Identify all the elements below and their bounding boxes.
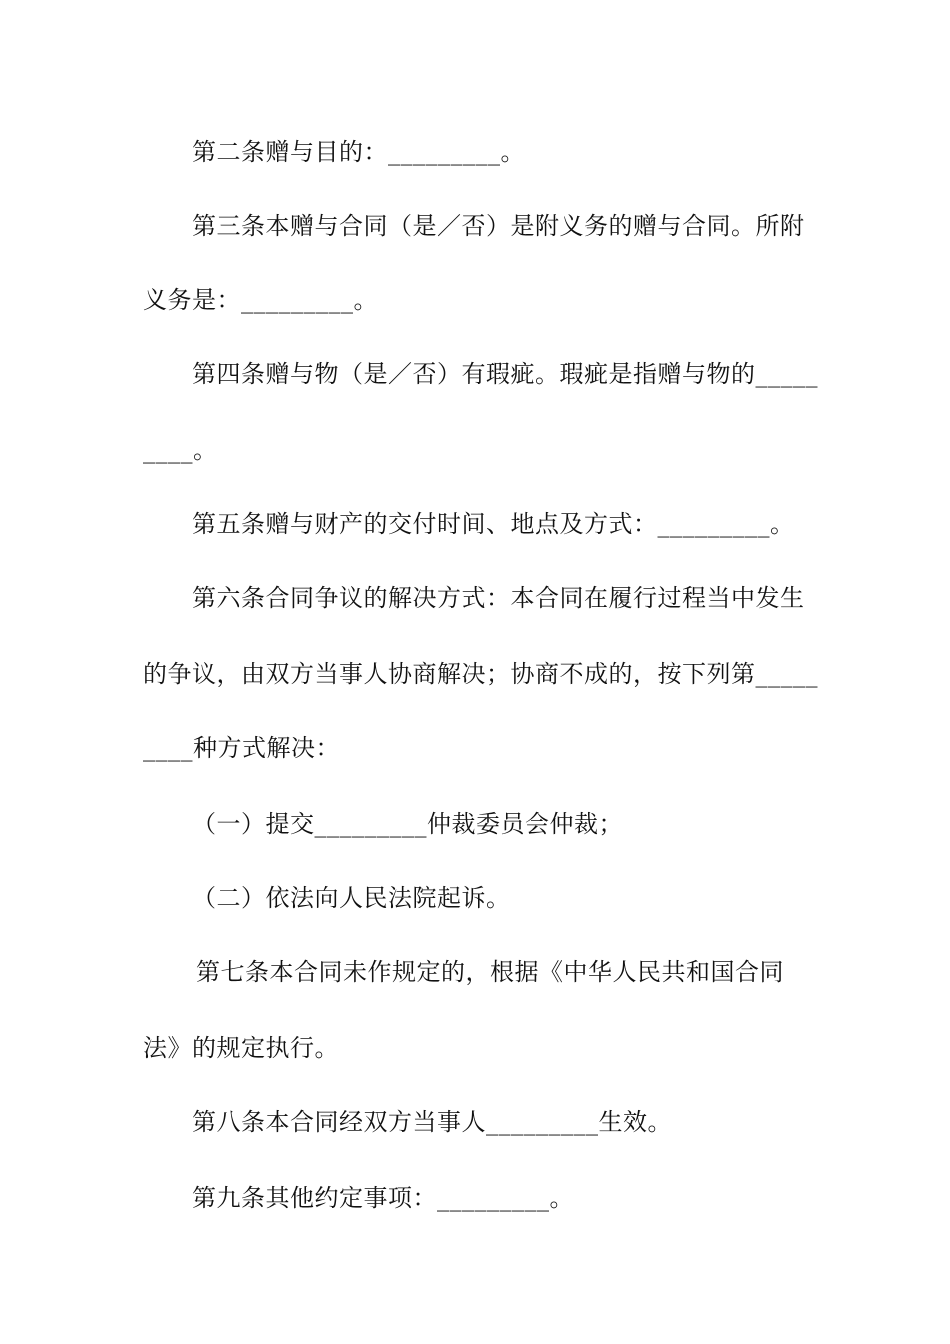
article-7-law-line-1: 第七条本合同未作规定的，根据《中华人民共和国合同 [196, 958, 784, 986]
article-5-delivery: 第五条赠与财产的交付时间、地点及方式：_________。 [192, 510, 795, 538]
article-4-defect-line-2: ____。 [143, 436, 218, 464]
article-7-law-line-2: 法》的规定执行。 [143, 1034, 339, 1062]
article-6-dispute-line-1: 第六条合同争议的解决方式：本合同在履行过程当中发生 [192, 584, 805, 612]
article-4-defect-line-1: 第四条赠与物（是／否）有瑕疵。瑕疵是指赠与物的_____ [192, 360, 818, 388]
dispute-option-court: （二）依法向人民法院起诉。 [192, 884, 511, 912]
article-6-dispute-line-2: 的争议，由双方当事人协商解决；协商不成的，按下列第_____ [143, 660, 818, 688]
article-9-other-matters: 第九条其他约定事项：_________。 [192, 1184, 574, 1212]
article-6-dispute-line-3: ____种方式解决： [143, 734, 340, 762]
article-2-gift-purpose: 第二条赠与目的：_________。 [192, 138, 525, 166]
dispute-option-arbitration: （一）提交_________仲裁委员会仲裁； [192, 810, 623, 838]
article-3-obligation-line-2: 义务是：_________。 [143, 286, 378, 314]
article-3-obligation-line-1: 第三条本赠与合同（是／否）是附义务的赠与合同。所附 [192, 212, 805, 240]
article-8-effectiveness: 第八条本合同经双方当事人_________生效。 [192, 1108, 672, 1136]
